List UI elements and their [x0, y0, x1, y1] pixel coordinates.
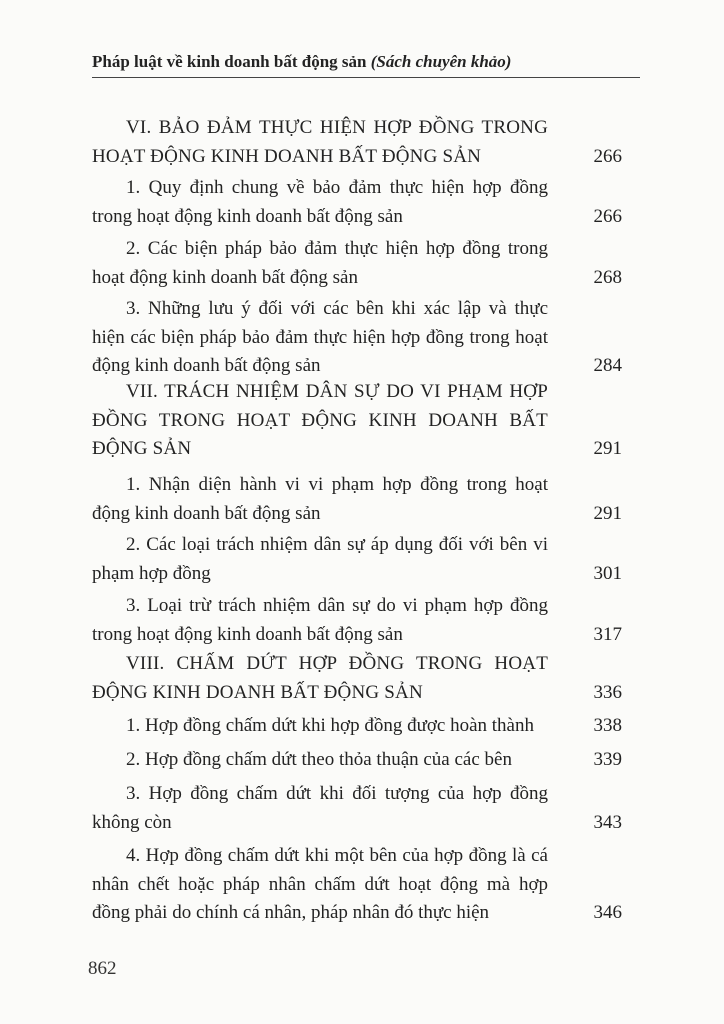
toc-page-number: 301 — [593, 562, 622, 584]
toc-entry — [92, 531, 622, 588]
toc-entry-text: 2. Hợp đồng chấm dứt theo thỏa thuận của các bên — [126, 749, 512, 770]
toc-section-heading — [92, 114, 622, 171]
toc-page-number: 339 — [593, 749, 622, 770]
toc-entry-text: 3. Loại trừ trách nhiệm dân sự do vi phạm hợp đồng trong hoạt động kinh doanh bất động sản — [92, 595, 548, 645]
header-rule — [92, 77, 640, 78]
toc-entry-text: VIII. CHẤM DỨT HỢP ĐỒNG TRONG HOẠT ĐỘNG KINH DOANH BẤT ĐỘNG SẢN — [92, 653, 548, 703]
toc-page-number: 317 — [593, 623, 622, 645]
toc-entry-text: VII. TRÁCH NHIỆM DÂN SỰ DO VI PHẠM HỢP ĐỒNG TRONG HOẠT ĐỘNG KINH DOANH BẤT ĐỘNG SẢN — [92, 381, 548, 459]
toc-entry — [92, 592, 622, 649]
toc-entry-text: 4. Hợp đồng chấm dứt khi một bên của hợp đồng là cá nhân chết hoặc pháp nhân chấm dứt hoạt động mà hợp đồng phải do chính cá nhân, pháp nhân đó thực hiện — [92, 845, 548, 923]
toc-page-number: 291 — [593, 438, 622, 459]
toc-entry-text: 2. Các biện pháp bảo đảm thực hiện hợp đồng trong hoạt động kinh doanh bất động sản — [92, 238, 548, 288]
toc-entry — [92, 780, 622, 837]
toc-page-number: 266 — [593, 205, 622, 227]
toc-entry-text: 1. Quy định chung về bảo đảm thực hiện hợp đồng trong hoạt động kinh doanh bất động sản — [92, 177, 548, 227]
running-head — [92, 52, 511, 72]
toc-page-number: 291 — [593, 502, 622, 524]
toc-entry-text: VI. BẢO ĐẢM THỰC HIỆN HỢP ĐỒNG TRONG HOẠT ĐỘNG KINH DOANH BẤT ĐỘNG SẢN — [92, 117, 548, 167]
toc-entry-text: 1. Hợp đồng chấm dứt khi hợp đồng được hoàn thành — [126, 715, 534, 736]
toc-page-number: 284 — [593, 355, 622, 376]
toc-section-heading — [92, 378, 622, 464]
toc-entry-text: 2. Các loại trách nhiệm dân sự áp dụng đối với bên vi phạm hợp đồng — [92, 534, 548, 584]
toc-page-number: 336 — [593, 681, 622, 703]
toc-entry — [92, 746, 622, 775]
toc-entry — [92, 235, 622, 292]
toc-entry — [92, 471, 622, 528]
toc-entry-text: 3. Hợp đồng chấm dứt khi đối tượng của hợp đồng không còn — [92, 783, 548, 833]
page-number: 862 — [88, 958, 117, 979]
toc-page-number: 346 — [593, 902, 622, 923]
toc-entry — [92, 842, 622, 928]
toc-page-number: 343 — [593, 811, 622, 833]
toc-entry-text: 1. Nhận diện hành vi vi phạm hợp đồng trong hoạt động kinh doanh bất động sản — [92, 474, 548, 524]
toc-page-number: 266 — [593, 145, 622, 167]
book-title: Pháp luật về kinh doanh bất động sản — [92, 52, 367, 71]
toc-section-heading — [92, 650, 622, 707]
toc-entry — [92, 174, 622, 231]
toc-page-number: 338 — [593, 715, 622, 736]
book-subtitle: (Sách chuyên khảo) — [370, 52, 512, 71]
toc-entry-text: 3. Những lưu ý đối với các bên khi xác lập và thực hiện các biện pháp bảo đảm thực hiện hợp đồng trong hoạt động kinh doanh bất động sản — [92, 298, 548, 376]
toc-page-number: 268 — [593, 266, 622, 288]
toc-entry — [92, 712, 622, 741]
toc-entry — [92, 295, 622, 381]
